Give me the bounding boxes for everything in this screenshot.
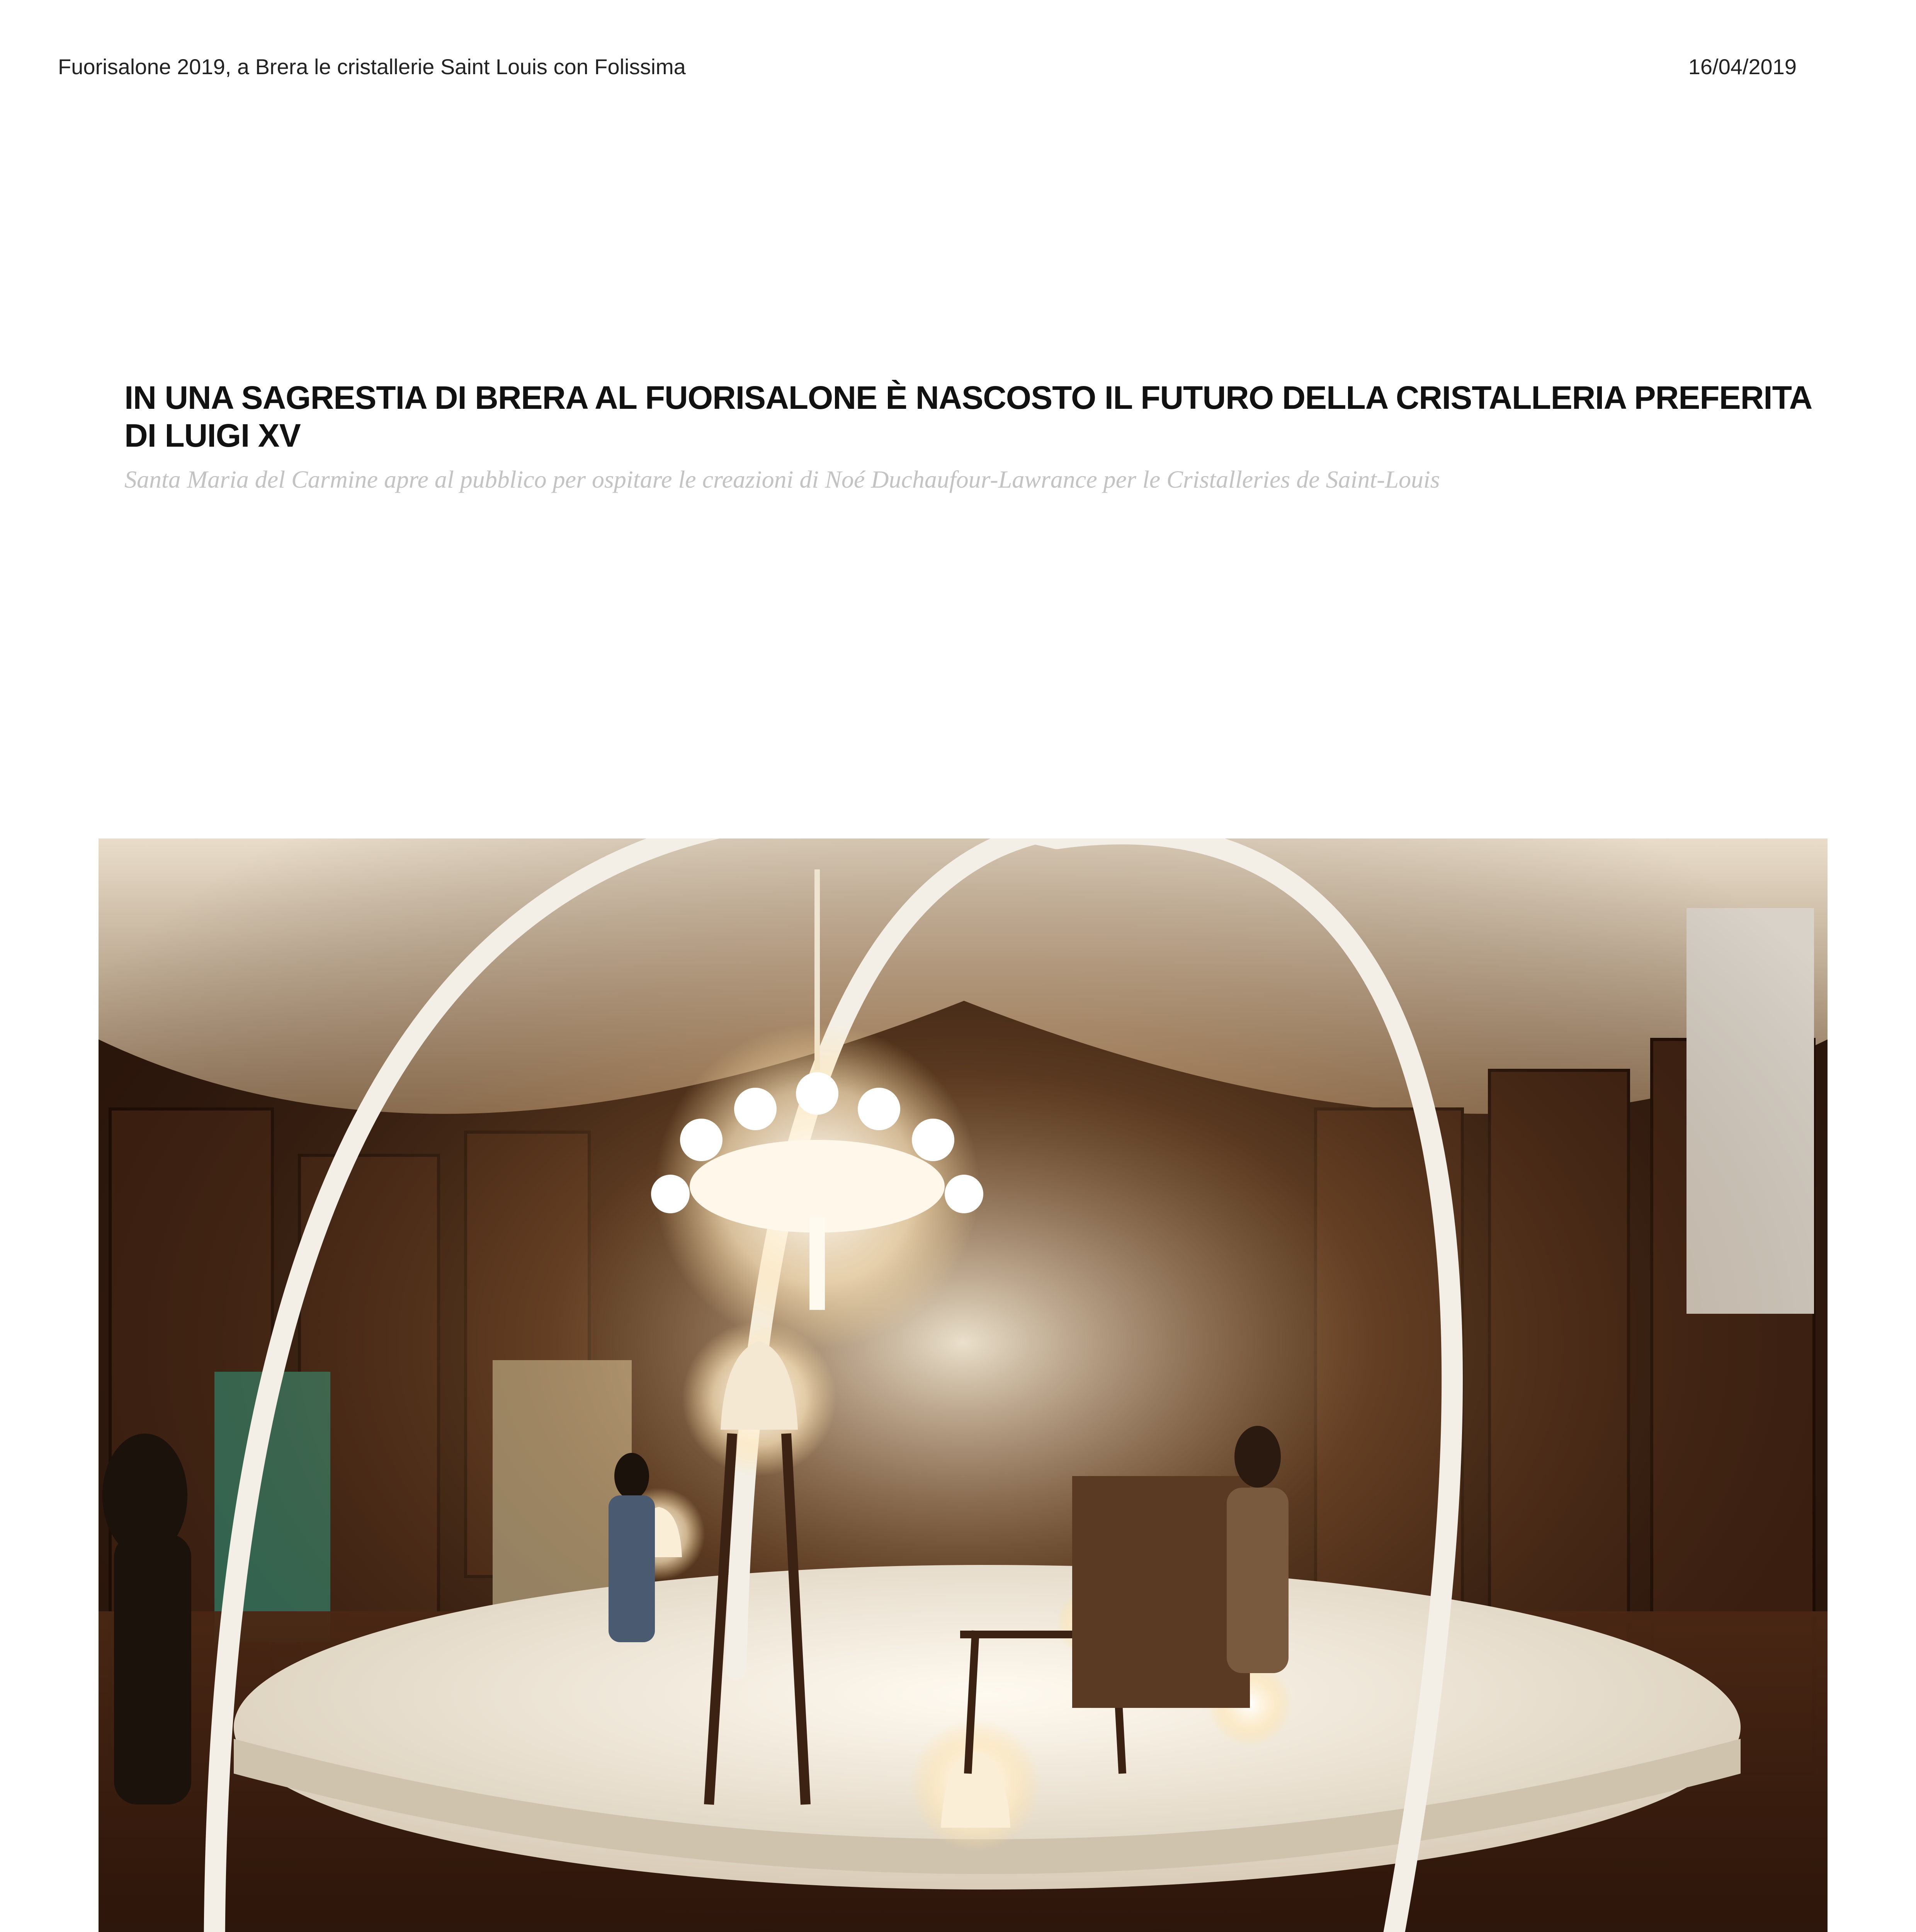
- print-header: [58, 54, 1797, 85]
- article-photo: [99, 838, 1828, 1932]
- wooden-cabinet: [1072, 1476, 1250, 1708]
- article-subtitle: Santa Maria del Carmine apre al pubblico per ospitare le creazioni di Noé Duchaufour-Lawrance per le Cristalleries de Saint-Louis: [124, 466, 1440, 493]
- document-date: 16/04/2019: [1688, 54, 1797, 79]
- article-header: [124, 379, 1817, 494]
- document-title: Fuorisalone 2019, a Brera le cristallerie Saint Louis con Folissima: [58, 54, 686, 79]
- article-headline: IN UNA SAGRESTIA DI BRERA AL FUORISALONE È NASCOSTO IL FUTURO DELLA CRISTALLERIA PREFERITA DI LUIGI XV: [124, 379, 1811, 454]
